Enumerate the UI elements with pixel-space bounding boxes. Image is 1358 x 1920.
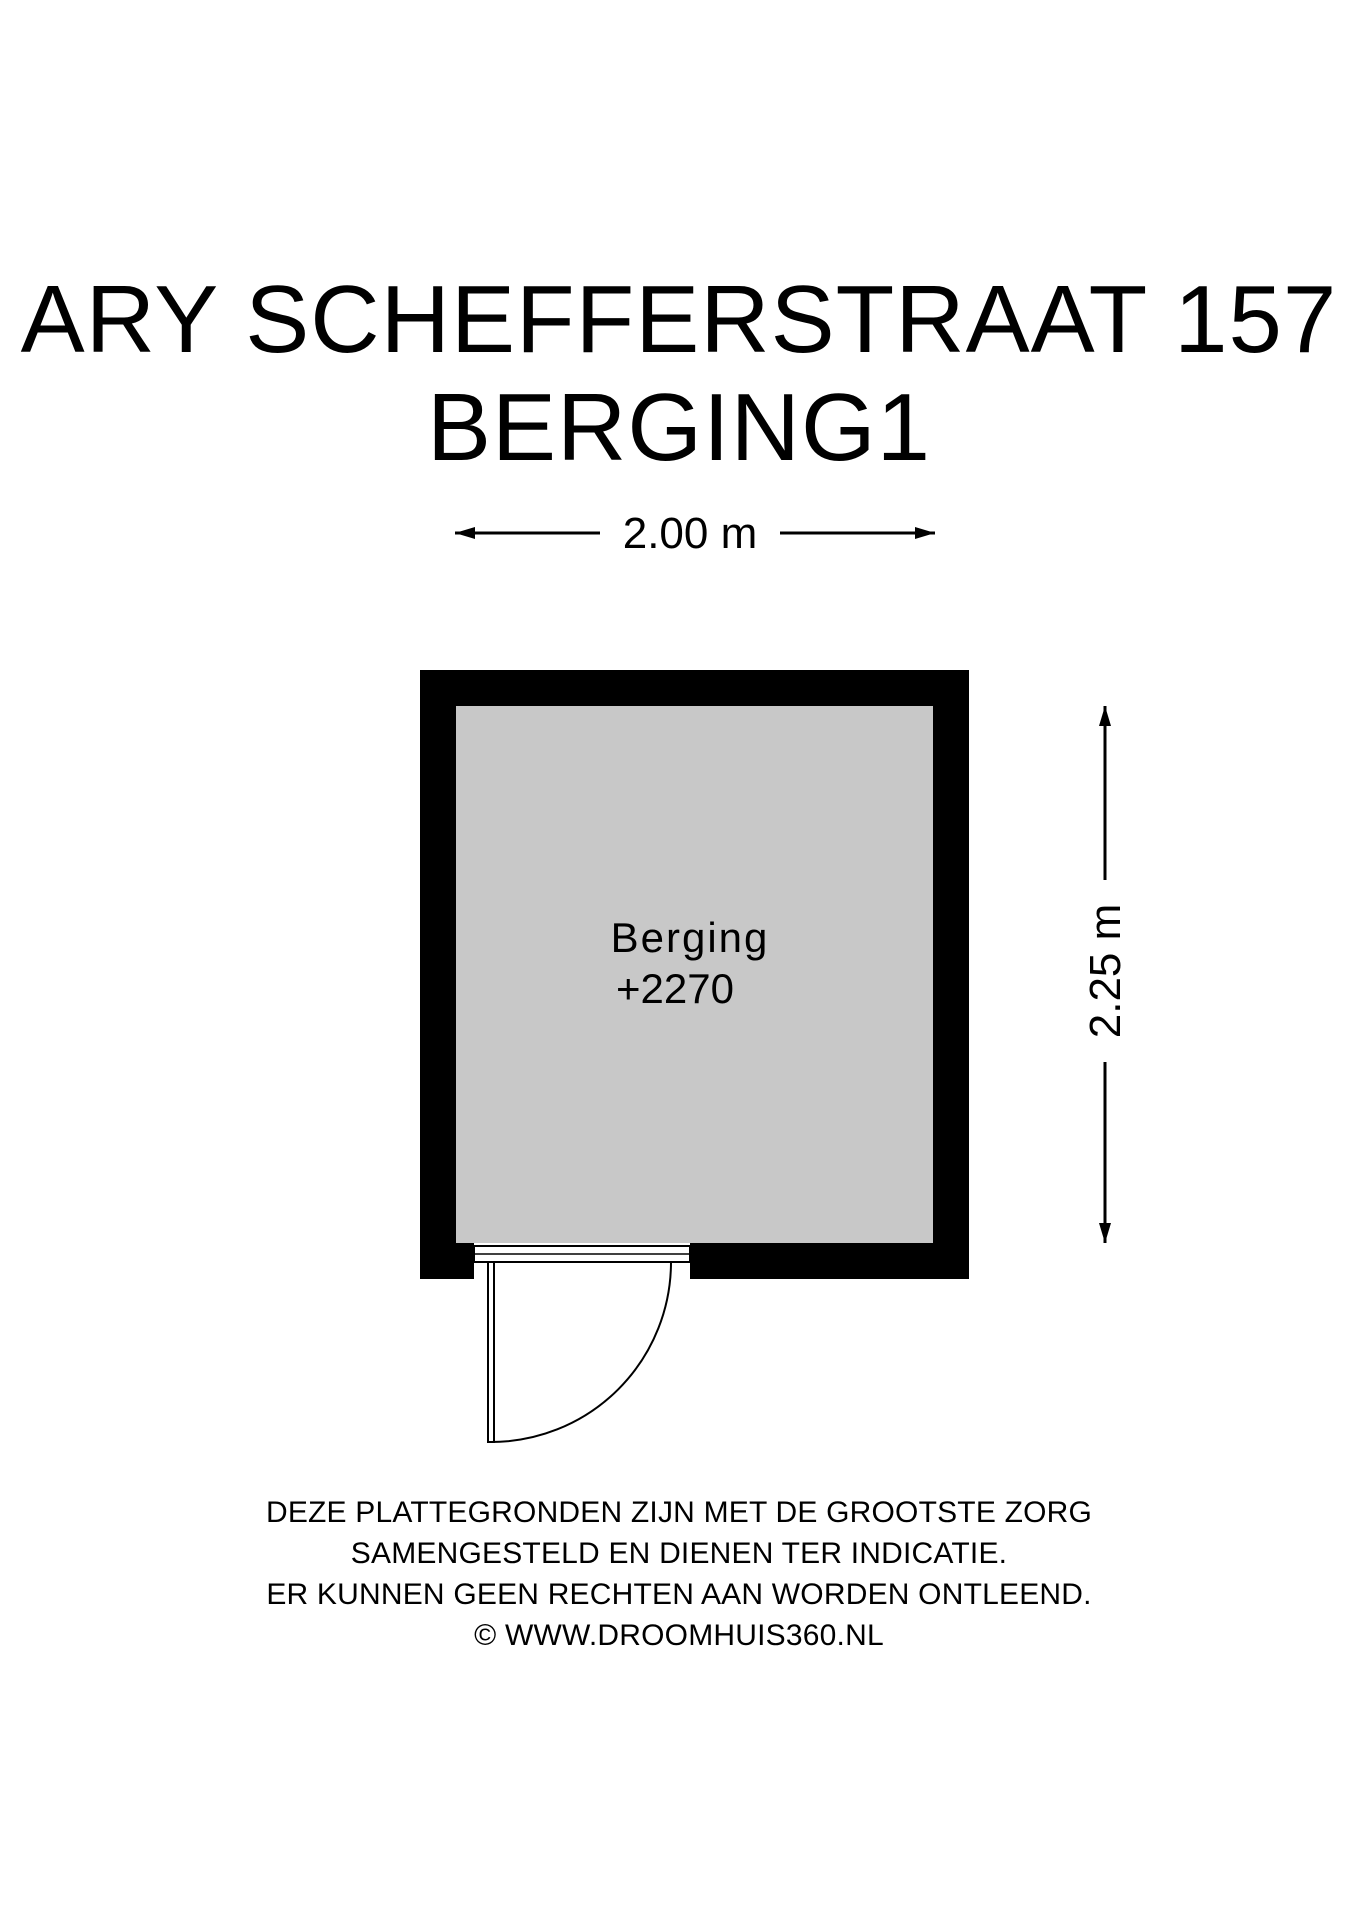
page-subtitle: BERGING1: [426, 374, 932, 481]
room-berging: [420, 670, 969, 1279]
depth-dimension: [1081, 706, 1130, 1243]
door-swing: [488, 1262, 671, 1442]
disclaimer-line: DEZE PLATTEGRONDEN ZIJN MET DE GROOTSTE ZORG: [265, 1496, 1093, 1529]
room-level: +2270: [616, 965, 734, 1012]
room-label: Berging: [610, 914, 770, 961]
door-leaf: [488, 1262, 494, 1442]
door-swing-arc: [491, 1262, 671, 1442]
disclaimer-line: SAMENGESTELD EN DIENEN TER INDICATIE.: [350, 1537, 1008, 1570]
width-dimension-label: 2.00 m: [622, 509, 758, 558]
depth-dimension-label: 2.25 m: [1081, 903, 1130, 1039]
width-dimension: [455, 509, 935, 558]
disclaimer: [0, 1492, 1358, 1656]
page-title: ARY SCHEFFERSTRAAT 157: [20, 266, 1338, 373]
copyright-line: © WWW.DROOMHUIS360.NL: [474, 1619, 884, 1652]
disclaimer-line: ER KUNNEN GEEN RECHTEN AAN WORDEN ONTLEEND.: [266, 1578, 1092, 1611]
